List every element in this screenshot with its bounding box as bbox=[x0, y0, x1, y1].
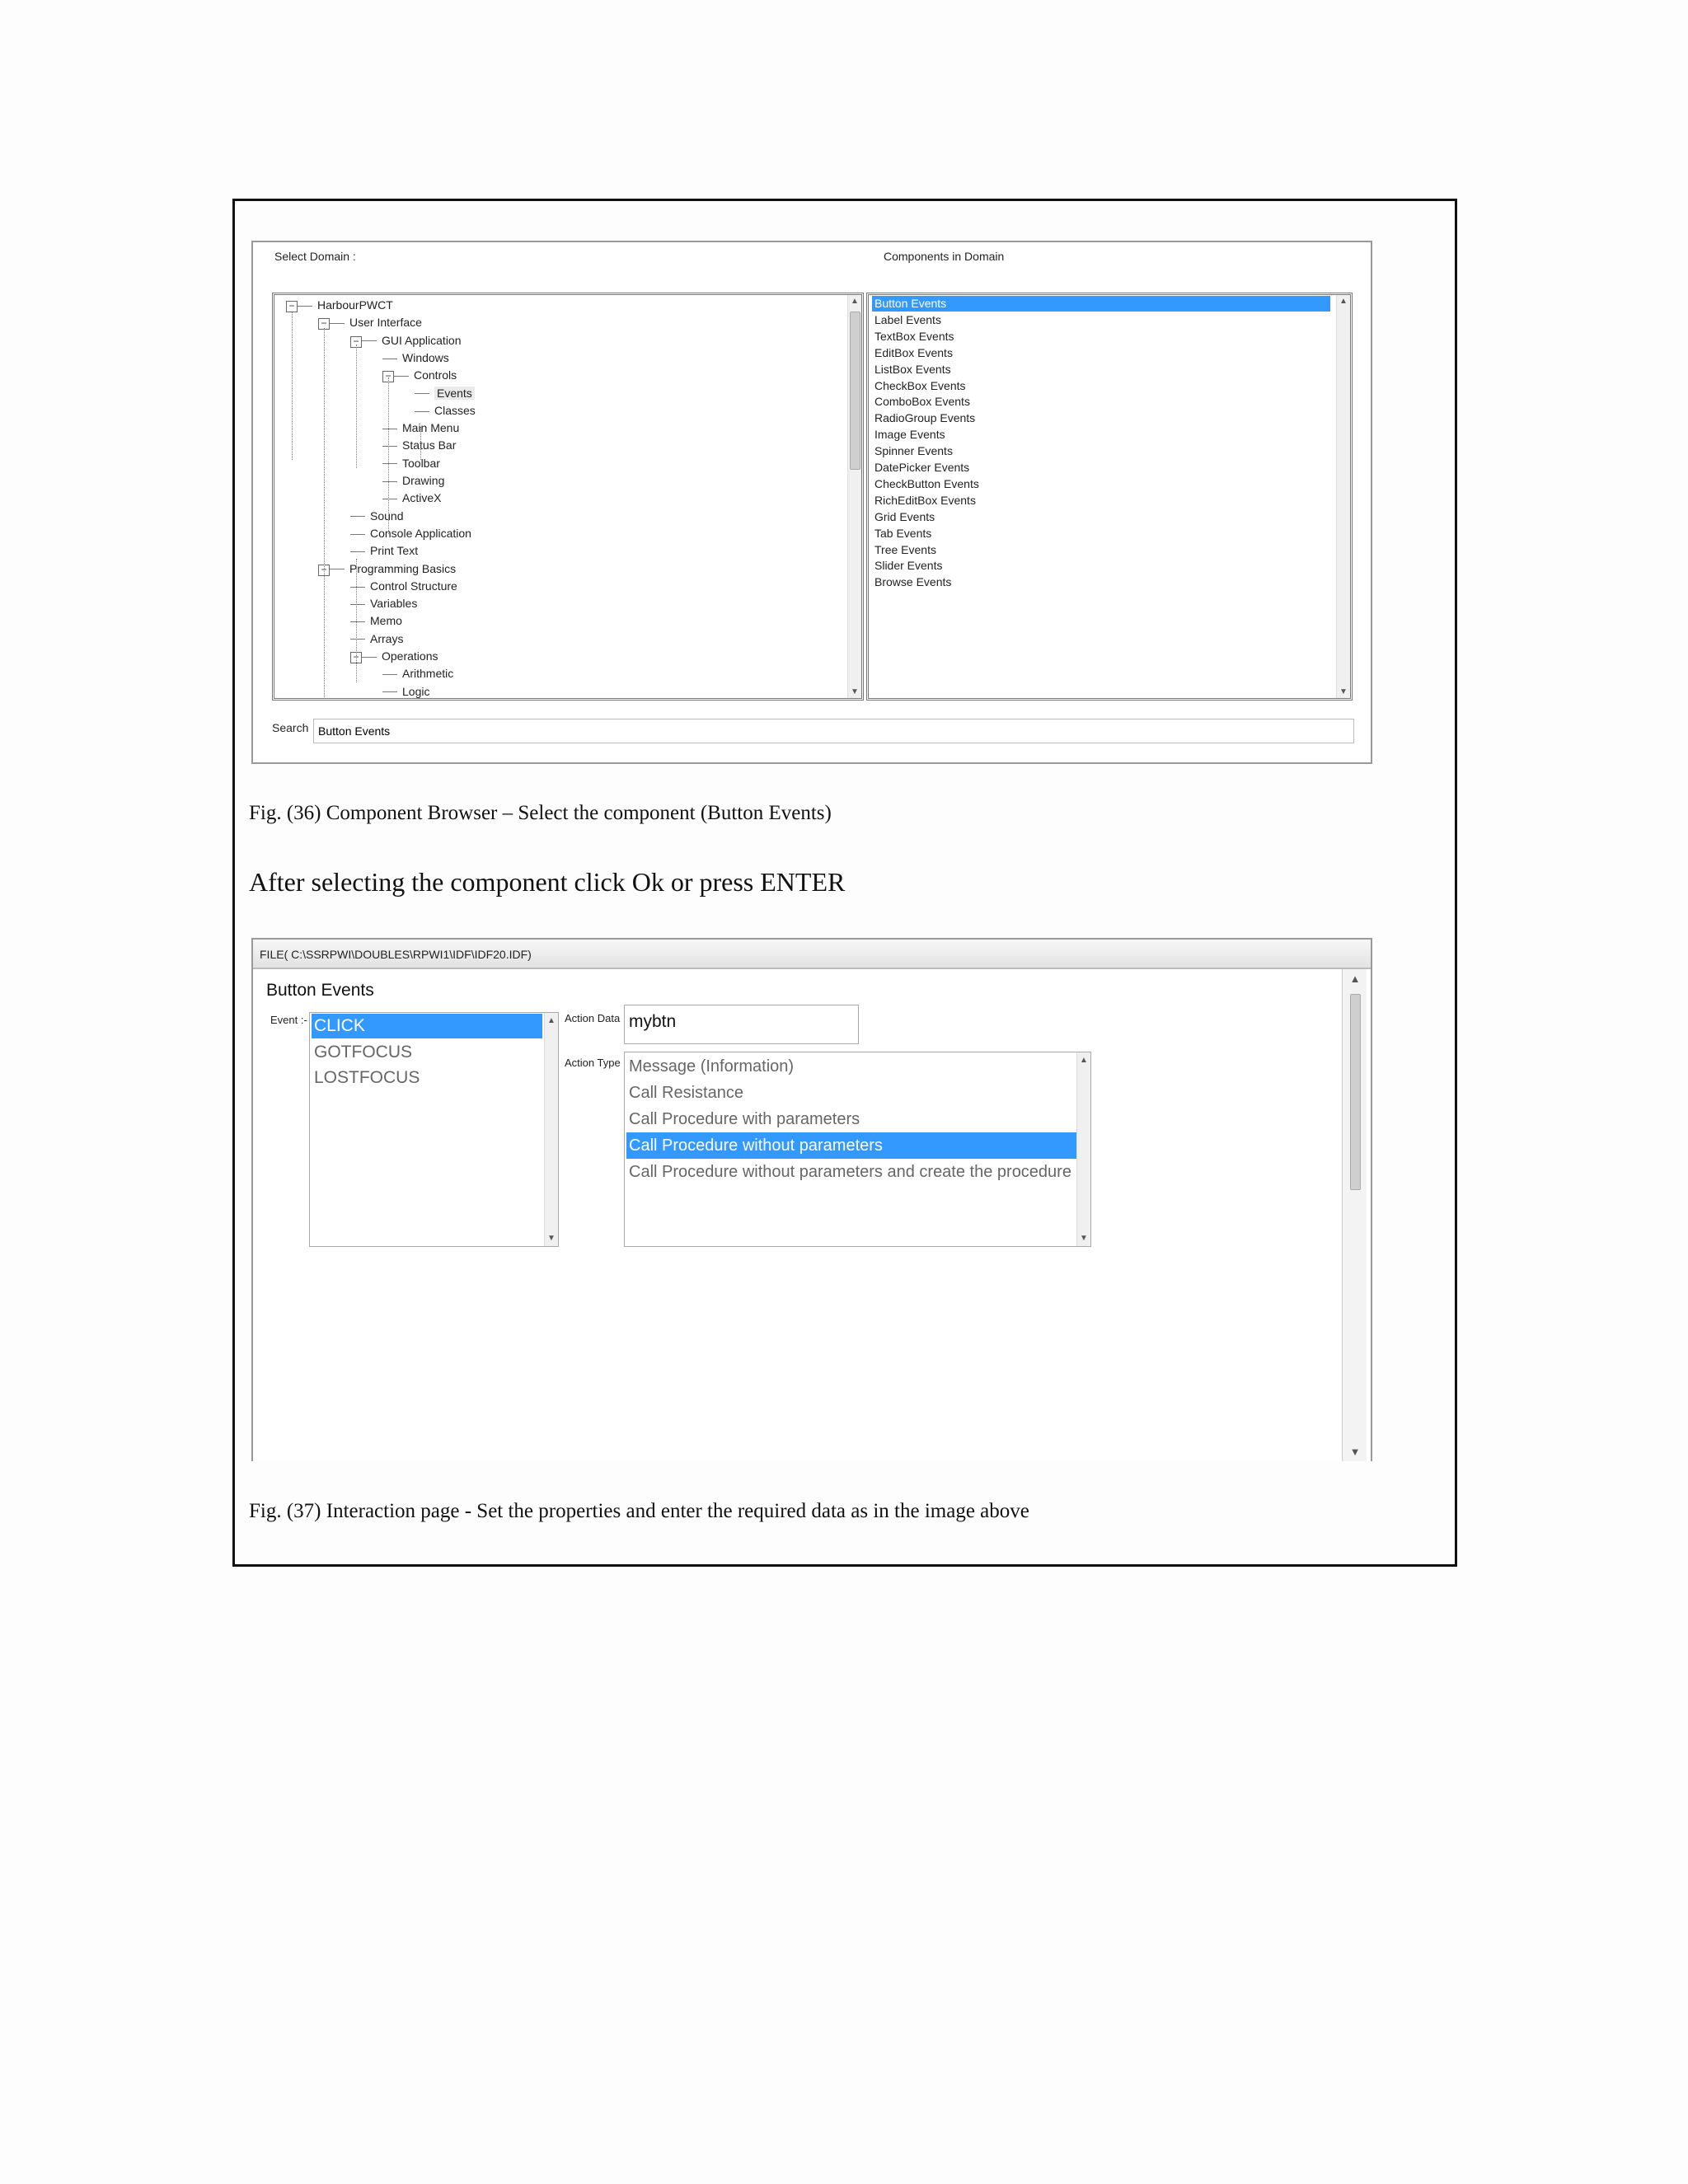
scroll-up-arrow-icon[interactable]: ▲ bbox=[1349, 972, 1361, 985]
event-list-item[interactable]: GOTFOCUS bbox=[314, 1042, 412, 1062]
tree-node[interactable] bbox=[382, 667, 453, 680]
domain-tree[interactable] bbox=[272, 293, 864, 701]
tree-node[interactable] bbox=[350, 509, 403, 523]
component-list-item[interactable]: Spinner Events bbox=[874, 444, 953, 458]
tree-node-label: ActiveX bbox=[402, 491, 442, 505]
tree-node[interactable] bbox=[350, 614, 402, 627]
tree-connector bbox=[415, 411, 429, 412]
component-list-item[interactable]: Tab Events bbox=[874, 526, 932, 540]
tree-node-label: GUI Application bbox=[382, 333, 462, 347]
component-list-item[interactable]: CheckButton Events bbox=[874, 476, 979, 490]
tree-connector bbox=[394, 376, 409, 377]
tree-guide-line bbox=[356, 344, 357, 468]
tree-node[interactable] bbox=[286, 298, 393, 312]
tree-node[interactable] bbox=[318, 562, 456, 575]
tree-node[interactable] bbox=[382, 368, 457, 382]
tree-guide-line bbox=[324, 575, 325, 699]
tree-node[interactable] bbox=[350, 527, 471, 540]
component-list-item[interactable]: EditBox Events bbox=[874, 345, 953, 359]
tree-node-label: Console Application bbox=[370, 526, 471, 540]
component-list-item[interactable]: Label Events bbox=[874, 312, 941, 326]
tree-node-label: User Interface bbox=[349, 316, 422, 330]
event-list-item[interactable]: CLICK bbox=[312, 1014, 542, 1038]
tree-guide-line bbox=[388, 377, 389, 534]
tree-node[interactable] bbox=[382, 491, 441, 504]
component-list-item[interactable]: RadioGroup Events bbox=[874, 411, 976, 425]
tree-guide-line bbox=[356, 559, 357, 682]
tree-node-label: Main Menu bbox=[402, 421, 460, 435]
tree-connector bbox=[350, 621, 365, 622]
tree-guide-line bbox=[324, 328, 325, 575]
component-list-item[interactable]: Tree Events bbox=[874, 542, 936, 556]
component-list-item[interactable]: ListBox Events bbox=[874, 362, 951, 376]
tree-connector bbox=[350, 604, 365, 605]
tree-node[interactable] bbox=[415, 387, 475, 400]
component-list-item[interactable]: Button Events bbox=[872, 296, 1330, 312]
fig36-caption: Fig. (36) Component Browser – Select the component (Button Events) bbox=[249, 802, 832, 824]
event-list-item[interactable]: LOSTFOCUS bbox=[314, 1068, 420, 1087]
tree-connector bbox=[350, 516, 365, 517]
tree-connector bbox=[362, 657, 377, 658]
action-type-list[interactable] bbox=[624, 1052, 1091, 1247]
search-input[interactable]: Button Events bbox=[313, 719, 1354, 743]
scroll-up-arrow-icon[interactable]: ▲ bbox=[1339, 297, 1348, 306]
action-type-label: Action Type bbox=[565, 1057, 621, 1069]
tree-node[interactable] bbox=[382, 457, 440, 470]
tree-node-label: Print Text bbox=[370, 544, 419, 558]
tree-node-label: Programming Basics bbox=[349, 561, 457, 575]
tree-node[interactable] bbox=[350, 649, 438, 663]
event-scrollbar[interactable] bbox=[544, 1013, 558, 1246]
component-list-item[interactable]: TextBox Events bbox=[874, 329, 954, 343]
tree-node[interactable] bbox=[350, 579, 457, 593]
action-data-label: Action Data bbox=[565, 1012, 621, 1024]
collapse-toggle-icon[interactable]: − bbox=[350, 652, 362, 663]
action-data-input[interactable]: mybtn bbox=[624, 1005, 859, 1044]
tree-connector bbox=[415, 393, 429, 394]
tree-connector bbox=[350, 534, 365, 535]
tree-connector bbox=[330, 323, 345, 324]
action-scrollbar[interactable] bbox=[1076, 1052, 1090, 1246]
tree-node-label: Logic bbox=[402, 684, 430, 698]
component-list-item[interactable]: DatePicker Events bbox=[874, 461, 970, 474]
action-type-item[interactable]: Call Resistance bbox=[629, 1084, 743, 1102]
tree-node[interactable] bbox=[415, 404, 476, 417]
action-type-item[interactable]: Call Procedure without parameters and create the procedure bbox=[629, 1163, 1071, 1181]
scroll-up-arrow-icon[interactable]: ▲ bbox=[547, 1016, 556, 1025]
tree-node-label: Windows bbox=[402, 350, 449, 364]
tree-node-label: Classes bbox=[434, 403, 476, 417]
tree-connector bbox=[382, 446, 397, 447]
tree-connector bbox=[350, 587, 365, 588]
collapse-toggle-icon[interactable]: − bbox=[318, 318, 330, 330]
tree-connector bbox=[382, 674, 397, 675]
tree-guide-line bbox=[292, 312, 293, 460]
page-scroll-thumb[interactable] bbox=[1350, 994, 1361, 1190]
fig37-caption: Fig. (37) Interaction page - Set the properties and enter the required data as in the image above bbox=[249, 1500, 1029, 1522]
collapse-toggle-icon[interactable]: − bbox=[382, 371, 394, 382]
instruction-text: After selecting the component click Ok or press ENTER bbox=[249, 867, 846, 897]
action-type-item[interactable]: Message (Information) bbox=[629, 1057, 795, 1076]
tree-node-label: Status Bar bbox=[402, 438, 457, 452]
tree-node-label: Memo bbox=[370, 614, 402, 628]
scroll-down-arrow-icon[interactable]: ▼ bbox=[547, 1234, 556, 1243]
tree-scrollbar[interactable] bbox=[847, 295, 861, 698]
tree-node[interactable] bbox=[350, 597, 417, 610]
component-list-item[interactable]: Grid Events bbox=[874, 509, 935, 523]
tree-connector bbox=[298, 306, 312, 307]
tree-node-label: Operations bbox=[382, 649, 438, 663]
component-list-item[interactable]: Browse Events bbox=[874, 575, 952, 589]
tree-node[interactable] bbox=[382, 474, 444, 487]
tree-node-label: Events bbox=[434, 387, 475, 400]
tree-node[interactable] bbox=[318, 316, 422, 329]
select-domain-label: Select Domain : bbox=[274, 250, 356, 263]
panel-title: Button Events bbox=[266, 981, 374, 1000]
search-label: Search bbox=[272, 721, 309, 734]
tree-connector bbox=[350, 639, 365, 640]
collapse-toggle-icon[interactable]: − bbox=[286, 301, 298, 312]
tree-node-label: Control Structure bbox=[370, 579, 457, 593]
tree-node-label: Arrays bbox=[370, 631, 404, 645]
tree-connector bbox=[382, 481, 397, 482]
scroll-down-arrow-icon[interactable]: ▼ bbox=[1349, 1446, 1361, 1458]
components-list[interactable] bbox=[866, 293, 1353, 701]
collapse-toggle-icon[interactable]: − bbox=[350, 336, 362, 348]
tree-node[interactable] bbox=[382, 685, 429, 698]
tree-node-label: Sound bbox=[370, 509, 404, 523]
event-list[interactable] bbox=[309, 1012, 559, 1247]
scroll-down-arrow-icon[interactable]: ▼ bbox=[1080, 1234, 1088, 1243]
tree-node-label: Drawing bbox=[402, 474, 445, 487]
collapse-toggle-icon[interactable]: − bbox=[318, 565, 330, 576]
component-list-item[interactable]: Slider Events bbox=[874, 559, 943, 573]
tree-connector bbox=[382, 691, 397, 692]
tree-node[interactable] bbox=[382, 351, 449, 364]
tree-node-label: Toolbar bbox=[402, 456, 440, 470]
tree-node[interactable] bbox=[350, 334, 462, 347]
components-scrollbar[interactable] bbox=[1336, 295, 1350, 698]
tree-node-label: HarbourPWCT bbox=[317, 298, 393, 312]
page-scrollbar[interactable] bbox=[1342, 969, 1367, 1461]
tree-node-label: Arithmetic bbox=[402, 667, 454, 681]
event-label: Event :- bbox=[270, 1014, 307, 1026]
scroll-up-arrow-icon[interactable]: ▲ bbox=[1080, 1056, 1088, 1065]
tree-scroll-thumb[interactable] bbox=[850, 312, 860, 470]
component-list-item[interactable]: CheckBox Events bbox=[874, 378, 966, 392]
scroll-down-arrow-icon[interactable]: ▼ bbox=[1339, 687, 1348, 696]
scroll-down-arrow-icon[interactable]: ▼ bbox=[851, 687, 859, 696]
component-list-item[interactable]: ComboBox Events bbox=[874, 395, 970, 409]
tree-connector bbox=[382, 463, 397, 464]
components-in-domain-label: Components in Domain bbox=[884, 250, 1005, 263]
scroll-up-arrow-icon[interactable]: ▲ bbox=[851, 297, 859, 306]
tree-node[interactable] bbox=[350, 632, 403, 645]
tree-node[interactable] bbox=[382, 438, 456, 452]
tree-connector bbox=[362, 340, 377, 341]
tree-node-label: Controls bbox=[414, 368, 457, 382]
component-list-item[interactable]: Image Events bbox=[874, 428, 945, 442]
action-type-item[interactable]: Call Procedure with parameters bbox=[629, 1110, 860, 1128]
tree-guide-line bbox=[420, 427, 421, 460]
component-list-item[interactable]: RichEditBox Events bbox=[874, 493, 976, 507]
tree-node[interactable] bbox=[350, 544, 418, 557]
tree-node-label: Variables bbox=[370, 597, 418, 611]
tree-connector bbox=[350, 551, 365, 552]
window-title-bar: FILE( C:\SSRPWI\DOUBLES\RPWI1\IDF\IDF20.IDF) bbox=[253, 940, 1371, 969]
action-type-item[interactable]: Call Procedure without parameters bbox=[626, 1132, 1076, 1159]
